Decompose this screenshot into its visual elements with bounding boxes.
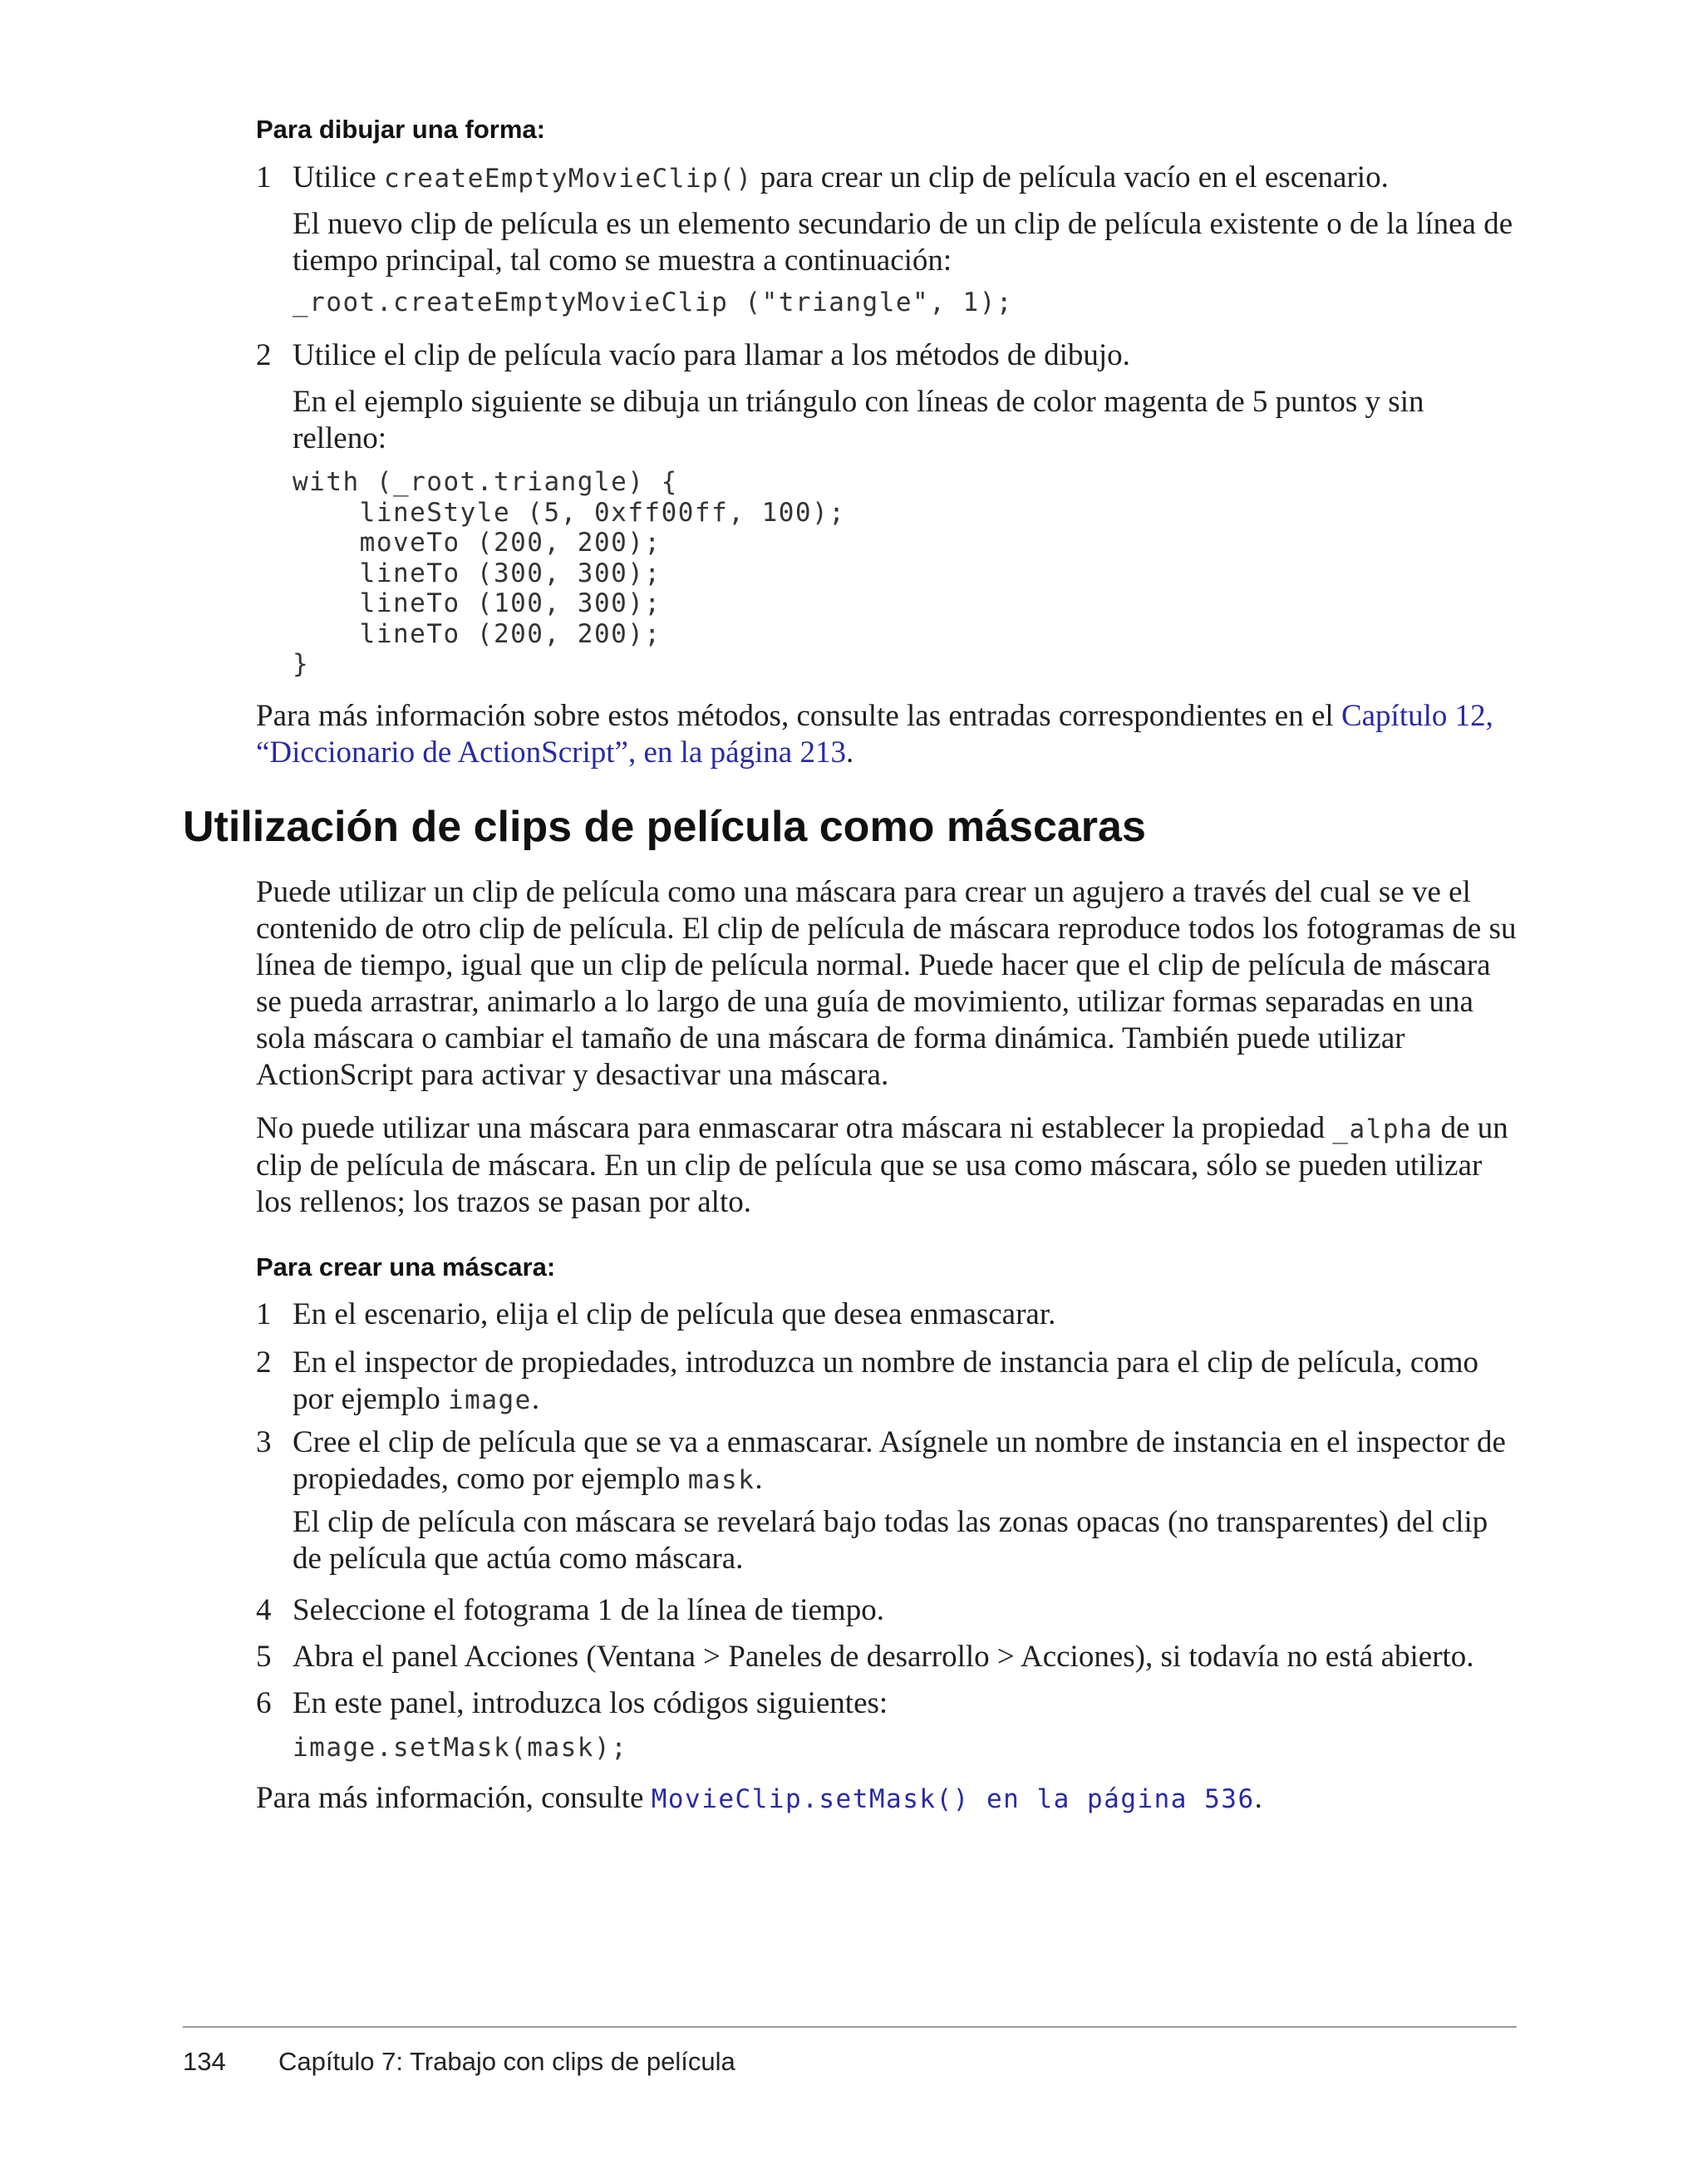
chapter-12-link[interactable]: Capítulo 12, “Diccionario de ActionScript”, en la página 213	[256, 699, 1493, 770]
code-block: with (_root.triangle) { lineStyle (5, 0xff00ff, 100); moveTo (200, 200); lineTo (300, 300); lineTo (100, 300); lineTo (200, 200); }	[293, 467, 846, 679]
mask-step-2: En el inspector de propiedades, introduzca un nombre de instancia para el clip de película, como por ejemplo image.	[293, 1345, 1479, 1416]
subheading-draw-shape: Para dibujar una forma:	[256, 115, 545, 144]
page-number: 134	[183, 2047, 226, 2076]
mask-step-3: Cree el clip de película que se va a enmascarar. Asígnele un nombre de instancia en el inspector de propiedades, como por ejemplo mask.	[293, 1425, 1506, 1496]
step-2-text: Utilice el clip de película vacío para llamar a los métodos de dibujo.	[293, 338, 1130, 372]
code-line: image.setMask(mask);	[293, 1733, 628, 1763]
mask-step-6: En este panel, introduzca los códigos siguientes:	[293, 1686, 888, 1720]
code-line: _root.createEmptyMovieClip ("triangle", 1);	[293, 288, 1014, 317]
step-2-note: En el ejemplo siguiente se dibuja un triángulo con líneas de color magenta de 5 puntos y sin relleno:	[293, 385, 1424, 455]
inline-code: createEmptyMovieClip()	[383, 164, 753, 194]
step-number: 2	[256, 338, 272, 372]
step-number: 2	[256, 1345, 272, 1380]
step-1-text: Utilice createEmptyMovieClip() para crear un clip de película vacío en el escenario.	[293, 160, 1389, 194]
subheading-create-mask: Para crear una máscara:	[256, 1252, 556, 1281]
step-number: 3	[256, 1425, 272, 1459]
restriction-paragraph: No puede utilizar una máscara para enmascarar otra máscara ni establecer la propiedad _alpha de un clip de película de máscara. En un clip de película que se usa como máscara, sólo se pueden utilizar los rellenos; los trazos se pasan por alto.	[256, 1111, 1508, 1219]
setmask-link[interactable]: MovieClip.setMask() en la página 536	[651, 1784, 1255, 1814]
step-number: 5	[256, 1640, 272, 1674]
setmask-info-paragraph: Para más información, consulte MovieClip.setMask() en la página 536.	[256, 1781, 1262, 1815]
more-info-paragraph: Para más información sobre estos métodos, consulte las entradas correspondientes en el Capítulo 12, “Diccionario de ActionScript”, en la página 213.	[256, 699, 1493, 770]
intro-paragraph: Puede utilizar un clip de película como una máscara para crear un agujero a través del cual se ve el contenido de otro clip de película. El clip de película de máscara reproduce todos los fotogramas de su línea de tiempo, igual que un clip de película normal. Puede hacer que el clip de película de máscara se pueda arrastrar, animarlo a lo largo de una guía de movimiento, utilizar formas separadas en una sola máscara o cambiar el tamaño de una máscara de forma dinámica. También puede utilizar ActionScript para activar y desactivar una máscara.	[256, 875, 1517, 1092]
mask-step-3-note: El clip de película con máscara se revelará bajo todas las zonas opacas (no transparentes) del clip de película que actúa como máscara.	[293, 1505, 1488, 1576]
section-title: Utilización de clips de película como máscaras	[183, 803, 1146, 851]
step-number: 1	[256, 160, 272, 194]
mask-step-1: En el escenario, elija el clip de película que desea enmascarar.	[293, 1297, 1056, 1331]
step-number: 6	[256, 1686, 272, 1720]
footer-divider	[183, 2026, 1517, 2028]
inline-code: image	[448, 1385, 532, 1415]
inline-code: _alpha	[1332, 1114, 1434, 1144]
step-number: 4	[256, 1593, 272, 1627]
step-number: 1	[256, 1297, 272, 1331]
mask-step-4: Seleccione el fotograma 1 de la línea de tiempo.	[293, 1593, 884, 1627]
footer-chapter-title: Capítulo 7: Trabajo con clips de película	[278, 2047, 735, 2076]
step-1-note: El nuevo clip de película es un elemento secundario de un clip de película existente o de la línea de tiempo principal, tal como se muestra a continuación:	[293, 207, 1513, 278]
inline-code: mask	[687, 1465, 755, 1495]
mask-step-5: Abra el panel Acciones (Ventana > Paneles de desarrollo > Acciones), si todavía no está abierto.	[293, 1640, 1474, 1674]
